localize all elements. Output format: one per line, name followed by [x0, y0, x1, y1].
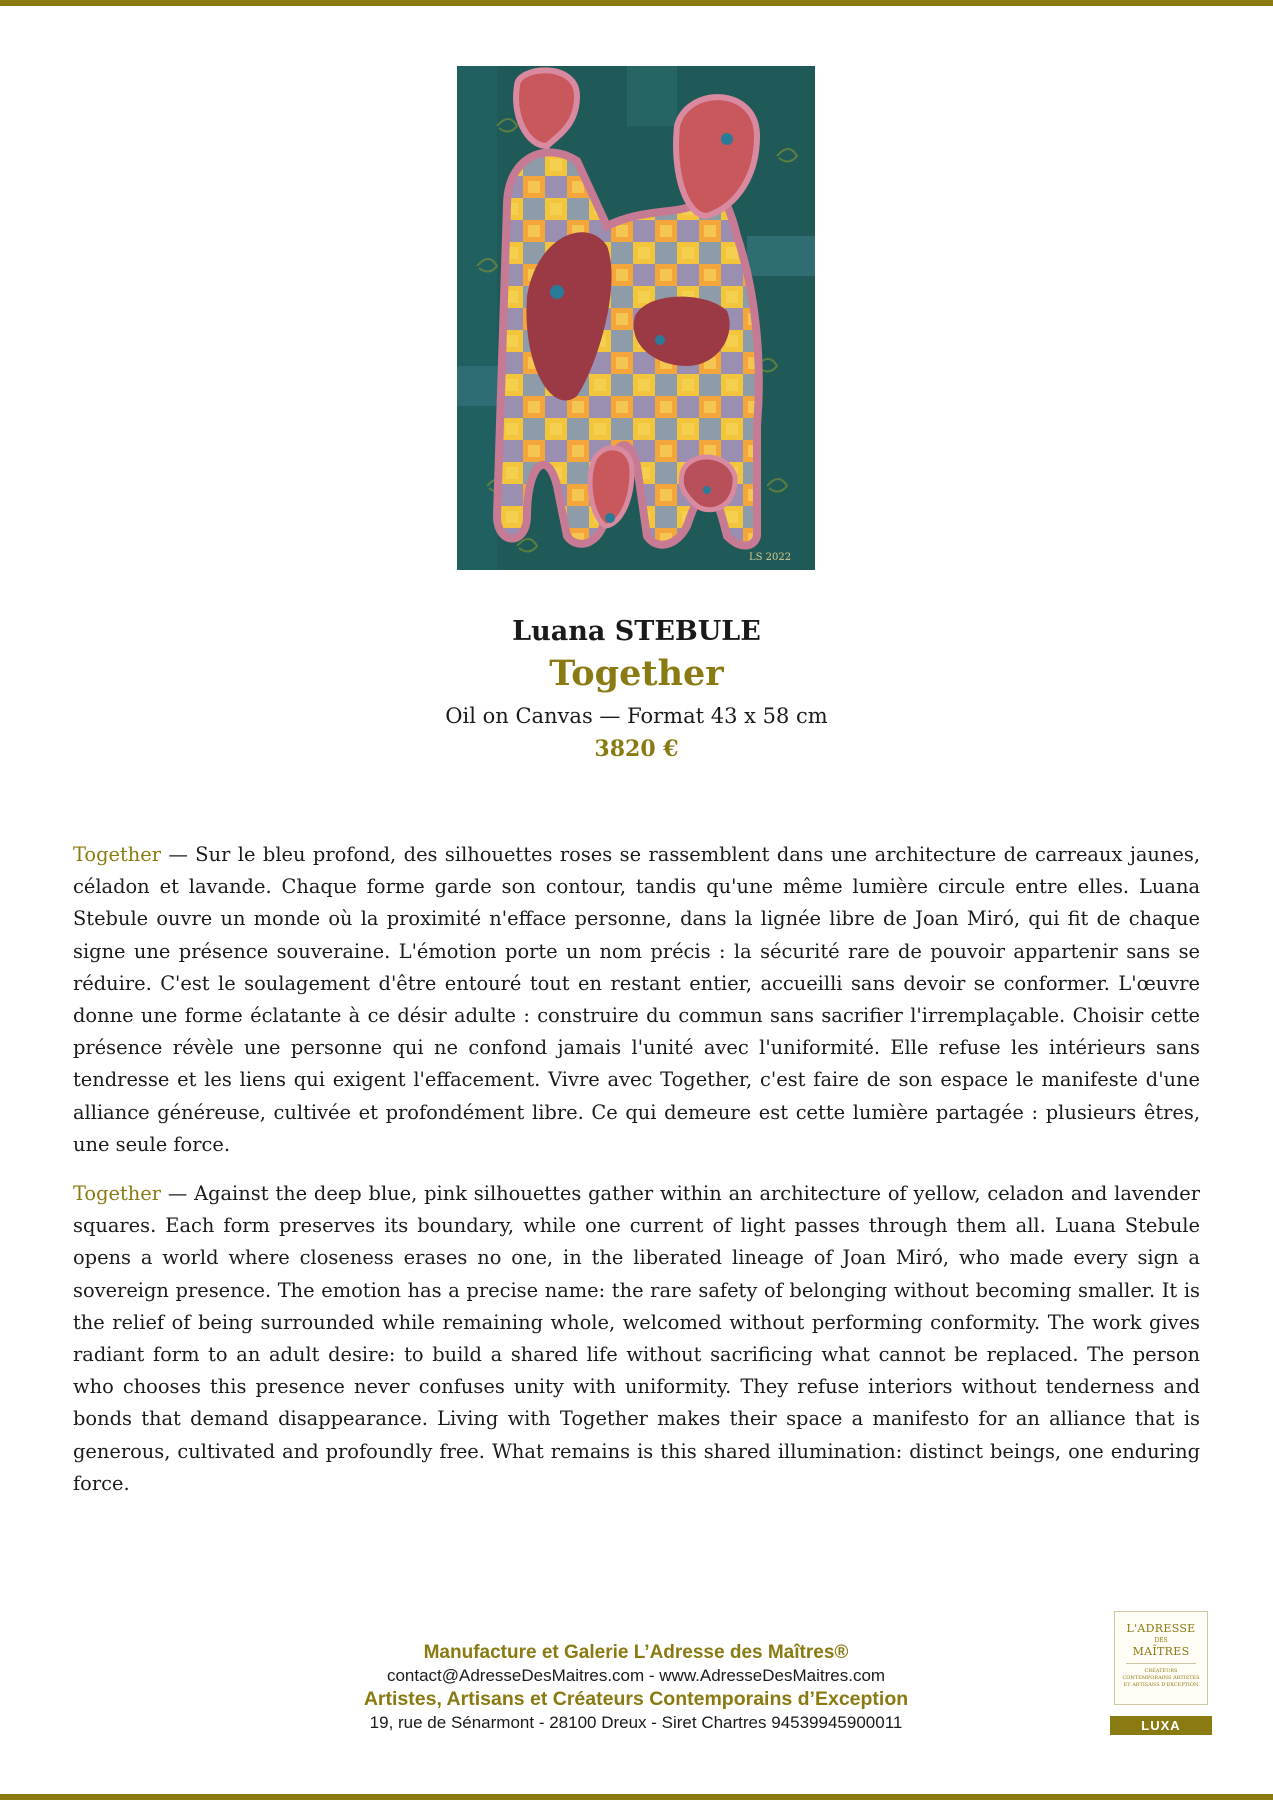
logo-line-3: MAÎTRES — [1132, 1645, 1190, 1658]
footer-gallery-name: Manufacture et Galerie L’Adresse des Maîtres® — [423, 1642, 849, 1663]
gallery-footer — [280, 1640, 992, 1734]
top-rule — [0, 0, 1273, 6]
gallery-logo — [1114, 1611, 1208, 1705]
artwork-image — [457, 66, 815, 570]
description-french-lead: Together — [73, 843, 162, 866]
description-french — [73, 839, 1200, 1161]
description-french-text: — Sur le bleu profond, des silhouettes roses se rassemblent dans une architecture de carreaux jaunes, céladon et lavande. Chaque forme garde son contour, tandis qu'une même lumière circule entre elles. Luana Stebule ouvre un monde où la proximité n'efface personne, dans la lignée libre de Joan Miró, qui fit de chaque signe une présence souveraine. L'émotion porte un nom précis : la sécurité rare de pouvoir appartenir sans se réduire. C'est le soulagement d'être entouré tout en restant entier, accueilli sans devoir se conformer. L'œuvre donne une forme éclatante à ce désir adulte : construire du commun sans sacrifier l'irremplaçable. Choisir cette présence révèle une personne qui ne confond jamais l'unité avec l'uniformité. Elle refuse les intérieurs sans tendresse et les liens qui exigent l'effacement. Vivre avec Together, c'est faire de son espace le manifeste d'une alliance généreuse, cultivée et profondément libre. Ce qui demeure est cette lumière partagée : plusieurs êtres, une seule force. — [73, 843, 1200, 1156]
logo-line-2: DES — [1154, 1637, 1168, 1644]
footer-contact: contact@AdresseDesMaitres.com - www.AdresseDesMaitres.com — [386, 1666, 886, 1685]
description-english — [73, 1178, 1200, 1500]
artist-name: Luana STEBULE — [512, 616, 761, 647]
logo-divider — [1126, 1663, 1196, 1664]
luxa-badge: LUXA — [1110, 1716, 1212, 1735]
bottom-rule — [0, 1794, 1273, 1800]
footer-tagline: Artistes, Artisans et Créateurs Contemporains d’Exception — [363, 1688, 909, 1710]
artwork-price: 3820 € — [594, 736, 679, 762]
artwork-title: Together — [549, 653, 724, 694]
logo-tagline: CRÉATEURS CONTEMPORAINS ARTISTES ET ARTISANS D'EXCEPTION — [1122, 1668, 1200, 1688]
description-english-text: — Against the deep blue, pink silhouettes gather within an architecture of yellow, celadon and lavender squares. Each form preserves its boundary, while one current of light passes through them all. Luana Stebule opens a world where closeness erases no one, in the liberated lineage of Joan Miró, who made every sign a sovereign presence. The emotion has a precise name: the rare safety of belonging without becoming smaller. It is the relief of being surrounded while remaining whole, welcomed without performing conformity. The work gives radiant form to an adult desire: to build a shared life without sacrificing what cannot be replaced. The person who chooses this presence never confuses unity with uniformity. They refuse interiors without tenderness and bonds that demand disappearance. Living with Together makes their space a manifesto for an alliance that is generous, cultivated and profoundly free. What remains is this shared illumination: distinct beings, one enduring force. — [73, 1182, 1200, 1495]
logo-line-1: L'ADRESSE — [1126, 1622, 1196, 1635]
footer-address: 19, rue de Sénarmont - 28100 Dreux - Siret Chartres 94539945900011 — [369, 1713, 903, 1732]
artwork-signature: LS 2022 — [749, 552, 792, 563]
artwork-medium: Oil on Canvas — Format 43 x 58 cm — [445, 704, 828, 728]
artwork-header — [0, 612, 1273, 764]
description-english-lead: Together — [73, 1182, 162, 1205]
